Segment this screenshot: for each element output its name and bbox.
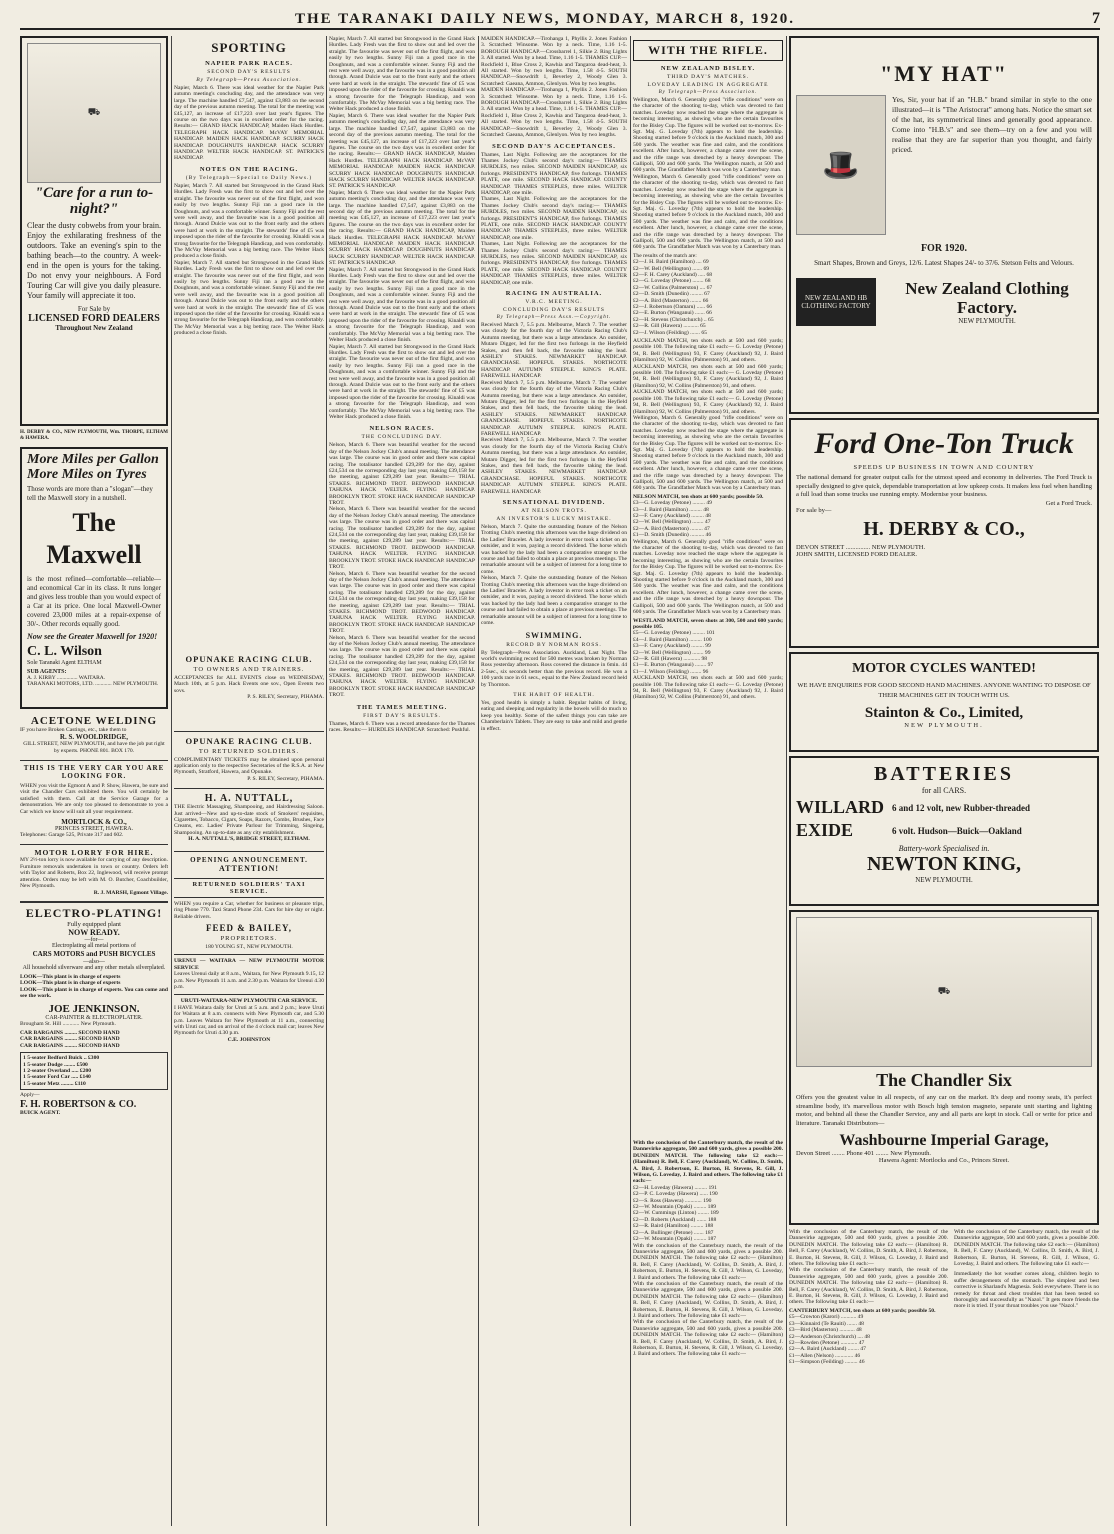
napier-head: NAPIER PARK RACES.: [205, 60, 293, 67]
notes-head: NOTES ON THE RACING.: [199, 165, 299, 173]
uruti-head: URUTI-WAITARA-NEW PLYMOUTH CAR SERVICE.: [174, 994, 324, 1004]
batteries-exide: EXIDE: [796, 820, 854, 840]
very-car-body: WHEN you visit the Egmont A and P. Show, Hawera, be sure and visit the Chandler Cars exhibited there. You will certainly be satisfied with them. Call at the Service Garage for a demonstration. We are only too pleased to demonstrate to you a Car which we know will suit all your requirement.: [20, 783, 168, 815]
ford-sale-label: For Sale by: [77, 305, 111, 313]
swimming-head: SWIMMING.: [525, 630, 583, 640]
vrc-sub2: CONCLUDING DAY'S RESULTS: [503, 307, 605, 314]
masthead-title: THE TARANAKI DAILY NEWS, MONDAY, MARCH 8, 1920.: [294, 11, 796, 27]
acceptances-body: Thames, Last Night. Following are the acceptances for the Thames Jockey Club's second day's racing:— THAMES HURDLES, two miles. SECOND MAIDEN HANDICAP, six furlongs. PRESIDENT'S HANDICAP, five furlongs. THAMES PLATE, one mile. SECOND HACK HANDICAP. COUNTY HANDICAP. THAMES STEEPLES, three miles. WELTER HANDICAP, one mile.: [481, 151, 627, 196]
derby-sub: JOHN SMITH, LICENSED FORD DEALER.: [796, 550, 917, 558]
maxwell-now: Now see the Greater Maxwell for 1920!: [27, 631, 158, 641]
scores-list: [633, 259, 783, 336]
rifle-head: WITH THE RIFLE.: [633, 40, 783, 61]
urenui-head: URENUI — WAITARA — NEW PLYMOUTH MOTOR SERVICE: [174, 954, 324, 971]
batteries-willard: WILLARD: [796, 797, 885, 817]
bisley-sub: THIRD DAY'S MATCHES.: [666, 74, 750, 80]
acetone-head: ACETONE WELDING: [30, 714, 158, 727]
nelson-head: NELSON RACES.: [369, 425, 435, 433]
ford-truck-body: The national demand for greater output calls for the utmost speed and economy in deliveries. The Ford Truck is specially designed to give quick, dependable transportation at low upkeep costs. It makes less fuel when handling a full load than some trucks use running empty. Modernise your business.: [796, 474, 1092, 498]
opening-head: OPENING ANNOUNCEMENT.: [174, 851, 324, 864]
maxwell-line1: More Miles per Gallon: [27, 451, 159, 467]
page-number: 7: [1092, 10, 1100, 27]
rss-head: RETURNED SOLDIERS' TAXI SERVICE.: [174, 878, 324, 898]
apply: Apply—: [20, 1092, 40, 1099]
score-row: • £2—D. Smith (Dunedin) ......... 67: [633, 291, 783, 297]
column-rule: [171, 36, 172, 1526]
car-item: 1 2-seater Overland ..... £200: [23, 1067, 92, 1074]
score-row: • £3—F. Carey (Auckland) ......... 99: [633, 643, 783, 649]
ford-dealers: LICENSED FORD DEALERS: [28, 313, 160, 324]
ford-car-illustration: ⛟: [27, 43, 161, 183]
score-row: • £1—D. Smith (Dunedin) .......... 46: [633, 532, 783, 538]
ford-truck-ad: [789, 418, 1099, 648]
car-item: 1 5-seater Ford Car ..... £140: [23, 1074, 91, 1081]
washbourne-head: Washbourne Imperial Garage,: [839, 1132, 1049, 1149]
joe-name: JOE JENKINSON.: [48, 1002, 140, 1015]
uruti-sig: C.E. JOHNSTON: [227, 1036, 271, 1043]
look-2: LOOK—This plant is in charge of experts: [20, 980, 121, 987]
vrc-sub: V.R.C. MEETING.: [525, 299, 583, 306]
acceptances-body-3: Thames, Last Night. Following are the acceptances for the Thames Jockey Club's second day's racing:— THAMES HURDLES, two miles. SECOND MAIDEN HANDICAP, six furlongs. PRESIDENT'S HANDICAP, five furlongs. THAMES PLATE, one mile. SECOND HACK HANDICAP. COUNTY HANDICAP. THAMES STEEPLES, three miles. WELTER HANDICAP, one mile.: [481, 241, 627, 286]
results-head: The results of the match are:: [633, 252, 697, 259]
newton-name: NEWTON KING,: [866, 853, 1022, 875]
vrc-body-2: Received March 7, 5.5 p.m. Melbourne, March 7. The weather was cloudy for the fourth day of the Victoria Racing Club's Autumn meeting, but there was a large attendance. An outsider, Mutaro Digger, led for the first two furlongs in the Heyfield Stakes, and then fell back, the favourite taking the lead. ASHLEY STAKES. NEWMARKET HANDICAP. GRANDCHASE. HOPEFUL STAKES. NORTHCOTE HANDICAP. AUTUMN STEEPLE. KING'S PLATE. FAREWELL HANDICAP.: [481, 379, 627, 437]
dunedin-scores: [633, 1185, 783, 1243]
opunake2-body: COMPLIMENTARY TICKETS may be obtained upon personal application only to the respective Secretaries of the R.S.A. at New Plymouth, Stratford, Hawera, and Opunake.: [174, 756, 324, 776]
batteries-type: 6 and 12 volt, new Rubber-threaded: [892, 802, 1031, 813]
dividend-sub: AT NELSON TROTS.: [521, 508, 587, 514]
batteries-spec: Battery-work Specialised in.: [898, 844, 990, 853]
batteries-sub: for all CARS.: [921, 786, 967, 795]
score-row: • £2—W. Bell (Wellington) ........ 47: [633, 519, 783, 525]
score-row: • £5—G. Loveday (Petone) ......... 101: [633, 630, 783, 636]
joe-sub: CAR-PAINTER & ELECTROPLATER.: [45, 1014, 143, 1021]
dividend-body: Nelson, March 7. Quite the outstanding feature of the Nelson Trotting Club's meeting this afternoon was the huge dividend on the Ladies' Bracelet. A lady investor in error took a ticket on an outsider, and it won, paying a record dividend. The horse which was backed by the lady had been a comparative stranger to the course and had failed to obtain a place at previous meetings. The remarkable amount will be a subject of interest for a long time to come.: [481, 524, 627, 575]
dunedin-head: With the conclusion of the Canterbury match, the result of the Dannevirke aggregate, 500 and 600 yards, gives a possible 200. DUNEDIN MATCH. The following take £2 each:— (Hamilton) R. Bell, F. Carey (Auckland), W. Collins, D. Smith, A. Bird, J. Robertson, E. Burton, H. Stevens, R. Gill, J. Wilson, G. Loveday, J. Baird and others. The following take £1 each:—: [633, 1140, 783, 1185]
dividend-sub2: AN INVESTOR'S LUCKY MISTAKE.: [496, 516, 612, 522]
moto-body: WE HAVE ENQUIRIES FOR GOOD SECOND HAND MACHINES. ANYONE WANTING TO DISPOSE OF THEIR MACHINES GET IN TOUCH WITH US.: [797, 682, 1091, 699]
nuttall-addr: H. A. NUTTALL'S, BRIDGE STREET, ELTHAM.: [188, 836, 310, 843]
notes-by: (By Telegraph—Special to Daily News.): [185, 174, 313, 181]
column-3b: [329, 36, 475, 1526]
thames-head: THE TAMES MEETING.: [356, 703, 448, 711]
score-row: • £2—F. H. Carey (Auckland) ..... 68: [633, 272, 783, 278]
robertson-sub: BUICK AGENT.: [20, 1109, 61, 1116]
acetone-body: IF you have Broken Castings, etc., take them to: [20, 726, 127, 733]
hat-illustration: 🎩: [796, 95, 886, 235]
napier-body-2: Napier, March 6. There was ideal weather for the Napier Park autumn meeting's concluding day, and the attendance was very large. The machine handled £7,547, against £3,883 on the second day of the previous autumn meeting. The total for the meeting was £45,127, an increase of £17,223 over last year's figures. The course on the two days was in excellent order for the racing. Results:— GRAND HACK HANDICAP, Maiden Hack Hurdles. TELEGRAPH HACK HANDICAP. McVAY MEMORIAL HANDICAP. MAIDEN HACK HANDICAP. SCURRY HACK HANDICAP. DOUGHNUTS HANDICAP. HACK SCURRY HANDICAP. WELTER HACK HANDICAP. ST. PATRICK'S HANDICAP.: [329, 112, 475, 190]
mortlock-addr: PRINCES STREET, HAWERA.: [54, 826, 134, 833]
vrc-by: By Telegraph—Press Assn.—Copyright.: [496, 315, 612, 321]
nuttall-head: H. A. NUTTALL,: [174, 788, 324, 804]
score-row: • £2—D. Roberts (Auckland) ....... 188: [633, 1217, 783, 1223]
opunake1-sig: P. S. RILEY, Secretary, PIHAMA.: [247, 694, 324, 701]
column-2: [174, 650, 324, 1526]
opunake1-sub: TO OWNERS AND TRAINERS.: [193, 666, 305, 673]
maxwell-line2: More Miles on Tyres: [27, 466, 147, 482]
col4-body1: MAIDEN HANDICAP.—Tirohanga 1, Phyllis 2. Jones Fashion 3. Scratched: Winsome. Won by a neck. Time, 1.16 1-5. BOROUGH HANDICAP.—Crossbarrel 1, Silkie 2. Ring Lights 3. All started. Won by a head. Time, 1.16 1-5. THAMES CUP.—Rockfield 1, Blue Cross 2, Kawhia and Tangaroa dead-heat, 3. All started. Won by two lengths. Time, 1.58 4-5. SOUTH HANDICAP.—Snowdrift 1, Beverley 2, Woody Glen 3. Scratched: Gaeana, Ammon, Glenlyon. Won by two lengths.: [481, 36, 627, 87]
score-row: • £2—W. Mountain (Opaki) ......... 189: [633, 1204, 783, 1210]
opunake1-head: OPUNAKE RACING CLUB.: [185, 654, 313, 664]
score-row: • £2—S. Ross (Hawera) ............ 190: [633, 1198, 783, 1204]
nelson-sub: THE CONCLUDING DAY.: [361, 434, 443, 441]
my-hat-ad: [789, 36, 1099, 414]
nelson-body-4: Nelson, March 6. There was beautiful weather for the second day of the Nelson Jockey Club's annual meeting. The attendance was large. The course was in good order and there was capital racing. The totalisator handled £29,289 for the day, against £24,534 on the corresponding day last year, making £39,158 for the meeting, against £29,289 last year. Results:— TRIAL STAKES. RICHMOND TROT. BEDWOOD HANDICAP. TAHUNA HACK WELTER. FLYING HANDICAP. BROOKLYN TROT. STOKE HACK HANDICAP. HANDICAP TROT.: [329, 634, 475, 699]
vrc-body-3: Received March 7, 5.5 p.m. Melbourne, March 7. The weather was cloudy for the fourth day of the Victoria Racing Club's Autumn meeting, but there was a large attendance. An outsider, Mutaro Digger, led for the first two furlongs in the Heyfield Stakes, and then fell back, the favourite taking the lead. ASHLEY STAKES. NEWMARKET HANDICAP. GRANDCHASE. HOPEFUL STAKES. NORTHCOTE HANDICAP. AUTUMN STEEPLE. KING'S PLATE. FAREWELL HANDICAP.: [481, 437, 627, 495]
column-1: [20, 36, 168, 1526]
score-row: • £2—R. Baird (Hamilton) ......... 188: [633, 1223, 783, 1229]
bottom-right-area: [789, 1229, 1099, 1429]
ford-body: Clear the dusty cobwebs from your brain. Enjoy the exhilarating freshness of the outdoors. Take an evening's spin to the bathing beach—to the country. A week-end in the open is yours for the taking. Do not envy your neighbours. A Ford Touring Car will give you daily pleasure. Your family will appreciate it too.: [27, 221, 161, 300]
ford-truck-head: Ford One-Ton Truck: [814, 427, 1074, 460]
electro-l2: NOW READY.: [68, 927, 120, 937]
napier-byline: By Telegraph—Press Association.: [196, 77, 302, 83]
ford-headline: "Care for a run to-night?": [34, 185, 154, 217]
canterbury-col: [789, 1229, 948, 1429]
column-7: [789, 36, 1099, 1526]
score-row: • £1—J. Wilson (Feilding) ........ 96: [633, 669, 783, 675]
notes-body-4: Napier, March 7. All started but Strongwood in the Grand Hack Hurdles. Lady Fresh was the first to show out and led over the straight. The favourite was never out of the first flight, and won easily by two lengths. Sunny Fiji ran a good race in the Doughnuts, and was a comfortable winner. Sunny Fiji and the rest were well away, and the favourite was in a good position all through. Arand Dulcie was out to the front early and the others were hard at work in the straight. The stewards' fine of £5 was imposed upon the rider of the favourite for crossing. Kinaldi was a strong favourite for the Telegraph Handicap, and won comfortably. The McVay Memorial was a big betting race. The Welter Hack produced a close finish.: [329, 266, 475, 344]
nelson-body-2: Nelson, March 6. There was beautiful weather for the second day of the Nelson Jockey Club's annual meeting. The attendance was large. The course was in good order and there was capital racing. The totalisator handled £29,289 for the day, against £24,534 on the corresponding day last year, making £39,158 for the meeting, against £29,289 last year. Results:— TRIAL STAKES. RICHMOND TROT. BEDWOOD HANDICAP. TAHUNA HACK WELTER. FLYING HANDICAP. BROOKLYN TROT. STOKE HACK HANDICAP. HANDICAP TROT.: [329, 506, 475, 571]
notes-body-3: Napier, March 7. All started but Strongwood in the Grand Hack Hurdles. Lady Fresh was the first to show out and led over the straight. The favourite was never out of the first flight, and won easily by two lengths. Sunny Fiji ran a good race in the Doughnuts, and was a comfortable winner. Sunny Fiji and the rest were well away, and the favourite was in a good position all through. Arand Dulcie was out to the front early and the others were hard at work in the straight. The stewards' fine of £5 was imposed upon the rider of the favourite for crossing. Kinaldi was a strong favourite for the Telegraph Handicap, and won comfortably. The McVay Memorial was a big betting race. The Welter Hack produced a close finish.: [329, 36, 475, 113]
opening-attention: ATTENTION!: [218, 863, 280, 873]
maxwell-tm: TARANAKI MOTORS, LTD. ............ NEW PLYMOUTH.: [27, 680, 159, 687]
score-row: • £4—J. Baird (Hamilton) ......... 100: [633, 637, 783, 643]
robertson-name: F. H. ROBERTSON & CO.: [20, 1098, 137, 1110]
score-row: • £2—J. H. Baird (Hamilton) .... 69: [633, 259, 783, 265]
score-row: • £2—W. Bell (Wellington) ....... 69: [633, 266, 783, 272]
nz-clothing-head: New Zealand Clothing Factory.: [905, 279, 1069, 317]
score-row: • £2—G. Loveday (Petone) ........ 68: [633, 278, 783, 284]
bisley-body-4: Wellington, March 6. Generally good "rifle conditions" were on the character of the shooting to-day, which was devoted to fast matches. Loveday now reached the stage where the aggregate is becoming interesting, as showing who are the certain favourites for the Bisley Cup. The figures will be worked out to-morrow. Ex-Sgt. Maj. G. Loveday (7th) appears to hold the leadership. Shooting started before 9 o'clock in the Auckland match, 300 and 500 yards. The weather was fine and calm, and the conditions excellent. After lunch, however, a change came over the scene, and the rifle range was drenched by a heavy downpour. The Gallipoli, 500 and 600 yards. The Wellington match, at 500 and 600 yards. The Grandfather Match was won by a Canterbury man.: [633, 538, 783, 616]
westland-scores: [633, 630, 783, 675]
very-car-head: THIS IS THE VERY CAR YOU ARE LOOKING FOR.: [20, 760, 168, 780]
column-rule: [630, 36, 631, 1526]
westland-head: WESTLAND MATCH, seven shots at 300, 500 and 600 yards; possible 105.: [633, 617, 783, 630]
score-row: • £2—A. Bird (Masterton) ......... 47: [633, 526, 783, 532]
notes-body-2: Napier, March 7. All started but Strongwood in the Grand Hack Hurdles. Lady Fresh was the first to show out and led over the straight. The favourite was never out of the first flight, and won easily by two lengths. Sunny Fiji ran a good race in the Doughnuts, and was a comfortable winner. Sunny Fiji and the rest were well away, and the favourite was in a good position all through. Arand Dulcie was out to the front early and the others were hard at work in the straight. The stewards' fine of £5 was imposed upon the rider of the favourite for crossing. Kinaldi was a strong favourite for the Telegraph Handicap, and won comfortably. The McVay Memorial was a big betting race. The Welter Hack produced a close finish.: [174, 259, 324, 337]
opunake2-sub: TO RETURNED SOLDIERS.: [198, 747, 300, 755]
thames-body: Thames, March 6. There was a record attendance for the Thames races. Results:— HURDLES HANDICAP. Scratched: Pushful.: [329, 720, 475, 734]
auckland-body-4: AUCKLAND MATCH, ten shots each at 500 and 600 yards; possible 100. The following take £1 each:— G. Loveday (Petone) 94, R. Bell (Wellington) 93, F. Carey (Auckland) 92, J. Baird (Hamilton) 92, W. Collins (Palmerston) 91, and others.: [633, 675, 783, 701]
bisley-sub2: LOVEDAY LEADING IN AGGREGATE: [647, 82, 769, 88]
nelson-body-3: Nelson, March 6. There was beautiful weather for the second day of the Nelson Jockey Club's annual meeting. The attendance was large. The course was in good order and there was capital racing. The totalisator handled £29,289 for the day, against £24,534 on the corresponding day last year, making £39,158 for the meeting, against £29,289 last year. Results:— TRIAL STAKES. RICHMOND TROT. BEDWOOD HANDICAP. TAHUNA HACK WELTER. FLYING HANDICAP. BROOKLYN TROT. STOKE HACK HANDICAP. HANDICAP TROT.: [329, 570, 475, 635]
maxwell-kirby: A. J. KIRBY ............... WAITARA.: [27, 674, 106, 681]
score-row: • £2—R. Gill (Hawera) ........... 65: [633, 323, 783, 329]
notes-body-5: Napier, March 7. All started but Strongwood in the Grand Hack Hurdles. Lady Fresh was the first to show out and led over the straight. The favourite was never out of the first flight, and won easily by two lengths. Sunny Fiji ran a good race in the Doughnuts, and was a comfortable winner. Sunny Fiji and the rest were well away, and the favourite was in a good position all through. Arand Dulcie was out to the front early and the others were hard at work in the straight. The stewards' fine of £5 was imposed upon the rider of the favourite for crossing. Kinaldi was a strong favourite for the Telegraph Handicap, and won comfortably. The McVay Memorial was a big betting race. The Welter Hack produced a close finish.: [329, 343, 475, 420]
score-row: • £3—Kinnaird (Te Rauiti) ....... 48: [789, 1321, 948, 1327]
score-row: • £2—W. Cummings (Linton) ........ 189: [633, 1210, 783, 1216]
dunedin-body-3: With the conclusion of the Canterbury match, the result of the Dannevirke aggregate, 500 and 600 yards, gives a possible 200. DUNEDIN MATCH. The following take £2 each:— (Hamilton) R. Bell, F. Carey (Auckland), W. Collins, D. Smith, A. Bird, J. Robertson, E. Burton, H. Stevens, R. Gill, J. Wilson, G. Loveday, J. Baird and others. The following take £1 each:—: [954, 1229, 1099, 1268]
lorry-sig: R. J. MARSH, Egmont Village.: [93, 889, 168, 896]
derby-name: H. DERBY & CO.,: [863, 517, 1025, 540]
feed-sub: PROPRIETORS.: [220, 934, 278, 942]
score-row: • £2—Rowden (Petone) ............ 47: [789, 1340, 948, 1346]
acetone-addr: GILL STREET, NEW PLYMOUTH, and have the job put right by experts. PHONE 801. BOX 170.: [23, 741, 165, 754]
bargain-1: CAR BARGAINS ......... SECOND HAND: [20, 1029, 120, 1036]
score-row: • £2—W. Bell (Wellington) ........ 99: [633, 650, 783, 656]
hat-shapes: Smart Shapes, Brown and Greys, 12/6. Latest Shapes 24/- to 37/6. Stetson Felts and Velours.: [814, 259, 1074, 267]
ford-agents: H. DERBY & CO., NEW PLYMOUTH, Wm. THORPE, ELTHAM & HAWERA.: [20, 430, 168, 442]
cars-list: [20, 1052, 168, 1090]
nelson-scores: [633, 500, 783, 538]
score-row: • £2—E. Burton (Wanganui) ....... 66: [633, 310, 783, 316]
washbourne-agents: Hawera Agent: Mortlocks and Co., Princes Street.: [878, 1157, 1010, 1164]
look-1: LOOK—This plant is in charge of experts: [20, 973, 121, 980]
hat-for: FOR 1920.: [920, 243, 968, 254]
score-row: • £2—A. Bird (Masterton) ........ 66: [633, 298, 783, 304]
electro-l4: Electroplating all metal portions of: [52, 942, 136, 949]
acceptances-head: SECOND DAY'S ACCEPTANCES.: [492, 142, 616, 150]
napier-body: Napier, March 6. There was ideal weather for the Napier Park autumn meeting's concluding day, and the attendance was very large. The machine handled £7,547, against £3,883 on the second day of the previous autumn meeting. The total for the meeting was £45,127, an increase of £17,223 over last year's figures. The course on the two days was in excellent order for the racing. Results:— GRAND HACK HANDICAP, Maiden Hack Hurdles. TELEGRAPH HACK HANDICAP. McVAY MEMORIAL HANDICAP. MAIDEN HACK HANDICAP. SCURRY HACK HANDICAP. DOUGHNUTS HANDICAP. HACK SCURRY HANDICAP. WELTER HACK HANDICAP. ST. PATRICK'S HANDICAP.: [174, 85, 324, 162]
maxwell-eltham: Sole Taranaki Agent ELTHAM: [27, 659, 102, 666]
bisley-body: Wellington, March 6. Generally good "rifle conditions" were on the character of the shooting to-day, which was devoted to fast matches. Loveday now reached the stage where the aggregate is becoming interesting, as showing who are the certain favourites for the Bisley Cup. The figures will be worked out to-morrow. Ex-Sgt. Maj. G. Loveday (7th) appears to hold the leadership. Shooting started before 9 o'clock in the Auckland match, 300 and 500 yards. The weather was fine and calm, and the conditions excellent. After lunch, however, a change came over the scene, and the rifle range was drenched by a heavy downpour. The Gallipoli, 500 and 600 yards. The Wellington match, at 500 and 600 yards. The Grandfather Match was won by a Canterbury man.: [633, 97, 783, 174]
feed-name: FEED & BAILEY,: [206, 922, 292, 933]
maxwell-ad: [20, 447, 168, 709]
car-item: 1 5-seater Dodge ........ £500: [23, 1061, 88, 1068]
chandler-head: The Chandler Six: [876, 1070, 1012, 1090]
score-row: • £2—F. Carey (Auckland) ......... 48: [633, 513, 783, 519]
batteries-volt: 6 volt. Hudson—Buick—Oakland: [892, 825, 1022, 836]
look-3: LOOK—This plant is in charge of experts. You can come and see the work.: [20, 986, 168, 1000]
maxwell-title: The Maxwell: [46, 507, 142, 569]
score-row: • £2—R. Gill (Hawera) ............ 98: [633, 656, 783, 662]
derby-addr: DEVON STREET ............... NEW PLYMOUTH.: [796, 543, 926, 551]
electro-l6: —also—: [83, 958, 105, 965]
score-row: • £2—J. Wilson (Feilding) ....... 65: [633, 330, 783, 336]
motorcycles-ad: [789, 652, 1099, 752]
auckland-body-3: AUCKLAND MATCH, ten shots each at 500 and 600 yards; possible 100. The following take £1 each:— G. Loveday (Petone) 94, R. Bell (Wellington) 93, F. Carey (Auckland) 92, J. Baird (Hamilton) 92, W. Collins (Palmerston) 91, and others.: [633, 389, 783, 415]
ford-truck-tag: SPEEDS UP BUSINESS IN TOWN AND COUNTRY: [853, 464, 1035, 471]
car-item: 1 5-seater Bedford Buick .. £300: [23, 1055, 100, 1062]
column-3: [174, 36, 324, 646]
bisley-body-2: Wellington, March 6. Generally good "rifle conditions" were on the character of the shooting to-day, which was devoted to fast matches. Loveday now reached the stage where the aggregate is becoming interesting, as showing who are the certain favourites for the Bisley Cup. The figures will be worked out to-morrow. Ex-Sgt. Maj. G. Loveday (7th) appears to hold the leadership. Shooting started before 9 o'clock in the Auckland match, 300 and 500 yards. The weather was fine and calm, and the conditions excellent. After lunch, however, a change came over the scene, and the rifle range was drenched by a heavy downpour. The Gallipoli, 500 and 600 yards. The Wellington match, at 500 and 600 yards. The Grandfather Match was won by a Canterbury man.: [633, 173, 783, 251]
column-6: [633, 1140, 783, 1526]
thames-sub: FIRST DAY'S RESULTS.: [363, 712, 441, 719]
washbourne-addr: Devon Street ........ Phone 401 ........ New Plymouth.: [796, 1150, 932, 1157]
acceptances-body-2: Thames, Last Night. Following are the acceptances for the Thames Jockey Club's second day's racing:— THAMES HURDLES, two miles. SECOND MAIDEN HANDICAP, six furlongs. PRESIDENT'S HANDICAP, five furlongs. THAMES PLATE, one mile. SECOND HACK HANDICAP. COUNTY HANDICAP. THAMES STEEPLES, three miles. WELTER HANDICAP, one mile.: [481, 196, 627, 241]
napier-sub: SECOND DAY'S RESULTS: [207, 69, 291, 75]
bargain-3: CAR BARGAINS ......... SECOND HAND: [20, 1042, 120, 1049]
lorry-head: MOTOR LORRY FOR HIRE.: [20, 844, 168, 857]
score-row: • £3—G. Loveday (Petone) ......... 49: [633, 500, 783, 506]
score-row: • £1—Allen (Nelson) ............. 46: [789, 1353, 948, 1359]
bargain-2: CAR BARGAINS ......... SECOND HAND: [20, 1036, 120, 1043]
maxwell-intro: Those words are more than a "slogan"—they tell the Maxwell story in a nutshell.: [27, 484, 153, 502]
bisley-head: NEW ZEALAND BISLEY.: [660, 65, 756, 72]
score-row: • £5—Crowton (Karori) ........... 49: [789, 1314, 948, 1320]
swimming-sub: RECORD BY NORMAN ROSS.: [506, 641, 602, 648]
electro-head: ELECTRO-PLATING!: [20, 901, 168, 921]
dividend-head: SENSATIONAL DIVIDEND.: [502, 499, 606, 506]
moto-head: MOTOR CYCLES WANTED!: [852, 661, 1036, 676]
car-item: 1 5-seater Metz ......... £110: [23, 1080, 86, 1087]
score-row: • £2—A. Baird (Auckland) ........ 47: [789, 1346, 948, 1352]
dunedin-body-2: With the conclusion of the Canterbury match, the result of the Dannevirke aggregate, 500 and 600 yards, gives a possible 200. DUNEDIN MATCH. The following take £2 each:— (Hamilton) R. Bell, F. Carey (Auckland), W. Collins, D. Smith, A. Bird, J. Robertson, E. Burton, H. Stevens, R. Gill, J. Wilson, G. Loveday, J. Baird and others. The following take £1 each:—: [789, 1267, 948, 1306]
score-row: • £3—Bird (Masterton) ........... 48: [789, 1327, 948, 1333]
dunedin-body: With the conclusion of the Canterbury match, the result of the Dannevirke aggregate, 500 and 600 yards, gives a possible 200. DUNEDIN MATCH. The following take £2 each:— (Hamilton) R. Bell, F. Carey (Auckland), W. Collins, D. Smith, A. Bird, J. Robertson, E. Burton, H. Stevens, R. Gill, J. Wilson, G. Loveday, J. Baird and others. The following take £1 each:—: [789, 1229, 948, 1268]
mortlock-name: MORTLOCK & CO.,: [61, 818, 127, 827]
urenui-body: Leaves Urenui daily at 8 a.m., Waitara, for New Plymouth 9.15, 12 p.m. New Plymouth 11 a.m. and 2.30 p.m. Waitara for Urenui 4.30 p.m.: [174, 971, 324, 990]
score-row: • £2—P. C. Loveday (Hawera) ...... 190: [633, 1191, 783, 1197]
score-row: • £1—Simpson (Feilding) ......... 46: [789, 1359, 948, 1365]
electro-l7: All household silverware and any other metals silverplated.: [22, 964, 166, 971]
opunake2-sig: P. S. RILEY, Secretary, PIHAMA.: [247, 775, 324, 782]
uruti-body: I HAVE Waitara daily for Uruti at 5 a.m. and 2 p.m.; leave Uruti for Waitara at 8 a.m. connects with New Plymouth car, and 5.30 p.m. Leaves Waitara for New Plymouth at 11 a.m., connecting with Uruti car, and on arrival of the 4 o'clock mail car; leaves New Plymouth for Uruti 4.30 p.m.: [174, 1004, 324, 1037]
vrc-head: RACING IN AUSTRALIA.: [505, 290, 603, 298]
dunedin-body-6: With the conclusion of the Canterbury match, the result of the Dannevirke aggregate, 500 and 600 yards, gives a possible 200. DUNEDIN MATCH. The following take £2 each:— (Hamilton) R. Bell, F. Carey (Auckland), W. Collins, D. Smith, A. Bird, J. Robertson, E. Burton, H. Stevens, R. Gill, J. Wilson, G. Loveday, J. Baird and others. The following take £1 each:—: [633, 1319, 783, 1358]
nz-clothing-town: NEW PLYMOUTH.: [958, 317, 1016, 325]
dunedin-body-5: With the conclusion of the Canterbury match, the result of the Dannevirke aggregate, 500 and 600 yards, gives a possible 200. DUNEDIN MATCH. The following take £2 each:— (Hamilton) R. Bell, F. Carey (Auckland), W. Collins, D. Smith, A. Bird, J. Robertson, E. Burton, H. Stevens, R. Gill, J. Wilson, G. Loveday, J. Baird and others. The following take £1 each:—: [633, 1280, 783, 1319]
hat-body: Yes, Sir, your hat if an "H.B." brand similar in style to the one illustrated—it is "The Aristocrat" among hats. Notice the smart set of the hat, its symmetrical lines and generally good appearance. Come into "H.B.'s" and see them—try on a few and you will realise that they are far superior than you thought, and fairly priced.: [892, 95, 1092, 154]
score-row: • £3—J. Baird (Hamilton) ......... 48: [633, 507, 783, 513]
chandler-car-illustration: ⛟: [796, 917, 1092, 1067]
habit-head: THE HABIT OF HEALTH.: [513, 691, 595, 698]
bisley-by: By Telegraph—Press Association.: [658, 90, 758, 95]
electro-l1: Fully equipped plant: [67, 920, 121, 928]
newton-town: NEW PLYMOUTH.: [915, 876, 973, 884]
chandler-body: Offers you the greatest value in all respects, of any car on the market. It's deep and roomy seats, it's perfect streamline body, it's marvellous motor with Bosch high tension magneto, separate unit starting and lighting motor, and behind all these the Chandler Service, any and all parts are kept in stock. Call or write for price and literature. Taranaki Distributors—: [796, 1094, 1092, 1127]
column-rule: [326, 36, 327, 1526]
column-rule: [478, 36, 479, 1526]
napier-body-3: Napier, March 6. There was ideal weather for the Napier Park autumn meeting's concluding day, and the attendance was very large. The machine handled £7,547, against £3,883 on the second day of the previous autumn meeting. The total for the meeting was £45,127, an increase of £17,223 over last year's figures. The course on the two days was in excellent order for the racing. Results:— GRAND HACK HANDICAP, Maiden Hack Hurdles. TELEGRAPH HACK HANDICAP. McVAY MEMORIAL HANDICAP. MAIDEN HACK HANDICAP. SCURRY HACK HANDICAP. DOUGHNUTS HANDICAP. HACK SCURRY HANDICAP. WELTER HACK HANDICAP. ST. PATRICK'S HANDICAP.: [329, 189, 475, 267]
ford-truck-get: Get a Ford Truck.: [1045, 499, 1092, 507]
opunake1-body: ACCEPTANCES for ALL EVENTS close on WEDNESDAY, March 10th, at 5 p.m. Hack Events one sov., Open Events two sovs.: [174, 675, 324, 694]
score-row: • £2—Anderson (Christchurch) .... 48: [789, 1334, 948, 1340]
stainton-town: NEW PLYMOUTH.: [904, 722, 984, 729]
electro-l5: CARS MOTORS and PUSH BICYCLES: [32, 949, 156, 958]
auckland-body-2: AUCKLAND MATCH, ten shots each at 500 and 600 yards; possible 100. The following take £1 each:— G. Loveday (Petone) 94, R. Bell (Wellington) 93, F. Carey (Auckland) 92, J. Baird (Hamilton) 92, W. Collins (Palmerston) 91, and others.: [633, 363, 783, 389]
stainton-name: Stainton & Co., Limited,: [864, 705, 1024, 721]
vrc-body: Received March 7, 5.5 p.m. Melbourne, March 7. The weather was cloudy for the fourth day of the Victoria Racing Club's Autumn meeting, but there was a large attendance. An outsider, Mutaro Digger, led for the first two furlongs in the Heyfield Stakes, and then fell back, the favourite taking the lead. ASHLEY STAKES. NEWMARKET HANDICAP. GRANDCHASE. HOPEFUL STAKES. NORTHCOTE HANDICAP. AUTUMN STEEPLE. KING'S PLATE. FAREWELL HANDICAP.: [481, 322, 627, 380]
batteries-head: BATTERIES: [873, 763, 1014, 785]
bisley-body-3: Wellington, March 6. Generally good "rifle conditions" were on the character of the shooting to-day, which was devoted to fast matches. Loveday now reached the stage where the aggregate is becoming interesting, as showing who are the certain favourites for the Bisley Cup. The figures will be worked out to-morrow. Ex-Sgt. Maj. G. Loveday (7th) appears to hold the leadership. Shooting started before 9 o'clock in the Auckland match, 300 and 500 yards. The weather was fine and calm, and the conditions excellent. After lunch, however, a change came over the scene, and the rifle range was drenched by a heavy downpour. The Gallipoli, 500 and 600 yards. The Wellington match, at 500 and 600 yards. The Grandfather Match was won by a Canterbury man.: [633, 414, 783, 492]
column-4: [481, 36, 627, 1526]
score-row: • £2—J. Robertson (Oamaru) ...... 66: [633, 304, 783, 310]
rss-body: WHEN you require a Car, whether for business or pleasure trips, ring Phone 770. Taxi Stand Phone 234. Cars for hire day or night. Reliable drivers.: [174, 900, 324, 920]
ford-truck-sale: For sale by—: [796, 506, 832, 514]
magnesia-body: Immediately the hot weather comes along, children begin to suffer derangements of the stomach. The simplest and best corrective is Sharland's Magnesia. Sold everywhere. There is no remedy for throat and chest troubles that has been tested so thoroughly and successfully as "Nazol." It gets more friends the more it is tried. If your throat troubles you use "Nazol.": [954, 1271, 1099, 1310]
sporting-head: SPORTING: [211, 40, 287, 55]
hb-logo: NEW ZEALAND HB CLOTHING FACTORY: [796, 278, 876, 326]
score-row: • £2—H. Stevens (Christchurch) .. 65: [633, 317, 783, 323]
canterbury-head: CANTERBURY MATCH, ten shots at 600 yards; possible 50.: [789, 1307, 936, 1314]
maxwell-wilson: C. L. Wilson: [27, 643, 102, 659]
lorry-body: MY 2½-ton lorry is now available for carrying of any description. Furniture removals undertaken in town or country. Orders left with Taylor and Roberts, Box 22, Inglewood, will receive prompt attention. Orders may be left with M. O. Butcher, Coachbuilder, New Plymouth.: [20, 857, 168, 890]
score-row: • £2—W. Mountain (Opaki) ......... 187: [633, 1236, 783, 1242]
score-row: • £2—W. Collins (Palmerston) .... 67: [633, 285, 783, 291]
joe-addr: Brougham St. Hill ............ New Plymouth.: [20, 1020, 116, 1027]
acetone-name: R. S. WOOLDRIDGE,: [59, 733, 129, 742]
ford-nz: Throughout New Zealand: [55, 324, 133, 332]
chandler-ad: [789, 910, 1099, 1225]
auckland-body: AUCKLAND MATCH, ten shots each at 500 and 600 yards; possible 100. The following take £1 each:— G. Loveday (Petone) 94, R. Bell (Wellington) 93, F. Carey (Auckland) 92, J. Baird (Hamilton) 92, W. Collins (Palmerston) 91, and others.: [633, 338, 783, 364]
habit-body: Yes, good health is simply a habit. Regular habits of living, eating and sleeping and regularity in the bowels will do much to keep you healthy. Some of the safest things you can take are Chamberlain's Tablets. They are easy to take and mild and gentle in effect.: [481, 699, 627, 732]
nuttall-body: THE Electric Massaging, Shampooing, and Hairdressing Saloon. Just arrived—New and up-to-date stock of Smokers' requisites, Cigarettes, Tobacco, Cigars, Soaps, Razors, Combs, Brushes, Face Creams, etc. Ladies' Private Parlour for Trimming, Singeing, Shampooing. An up-to-date as any city establishment.: [174, 804, 324, 836]
score-row: • £2—H. Loveday (Hawera) ......... 191: [633, 1185, 783, 1191]
maxwell-body: is the most refined—comfortable—reliable—and economical Car in its class. It runs longer and gives less trouble than you would expect of a Car at its price. One local Maxwell-Owner covered 23,000 miles at a repair-expense of 30/-. Other records equally good.: [27, 574, 161, 628]
canterbury-scores: [789, 1314, 948, 1365]
swimming-body: By Telegraph—Press Association. Auckland, Last Night. The world's swimming record for 500 metres was broken by Norman Ross yesterday afternoon. Ross covered the distance in 6min. 44 2-5sec., six seconds better than the previous record. He won a 100 yards race in 61 secs., equal to the New Zealand record held by Thornton.: [481, 649, 627, 688]
score-row: • £1—E. Burton (Wanganui) ........ 97: [633, 662, 783, 668]
magnesia-col: [954, 1229, 1099, 1429]
batteries-ad: [789, 756, 1099, 906]
ford-touring-ad: [20, 36, 168, 426]
nelson-match-head: NELSON MATCH, ten shots at 600 yards; possible 50.: [633, 493, 764, 500]
feed-addr: 180 YOUNG ST., NEW PLYMOUTH.: [205, 943, 293, 950]
nelson-body: Nelson, March 6. There was beautiful weather for the second day of the Nelson Jockey Club's annual meeting. The attendance was large. The course was in good order and there was capital racing. The totalisator handled £29,289 for the day, against £24,534 on the corresponding day last year, making £39,158 for the meeting, against £29,289 last year. Results:— TRIAL STAKES. RICHMOND TROT. BEDWOOD HANDICAP. TAHUNA HACK WELTER. FLYING HANDICAP. BROOKLYN TROT. STOKE HACK HANDICAP. HANDICAP TROT.: [329, 442, 475, 507]
opunake2-head: OPUNAKE RACING CLUB.: [174, 731, 324, 746]
dunedin-body-4: With the conclusion of the Canterbury match, the result of the Dannevirke aggregate, 500 and 600 yards, gives a possible 200. DUNEDIN MATCH. The following take £2 each:— (Hamilton) R. Bell, F. Carey (Auckland), W. Collins, D. Smith, A. Bird, J. Robertson, E. Burton, H. Stevens, R. Gill, J. Wilson, G. Loveday, J. Baird and others. The following take £1 each:—: [633, 1242, 783, 1281]
hat-head: "MY HAT": [880, 61, 1008, 86]
mortlock-phone: Telephones: Garage 525, Private 317 and 602.: [20, 832, 124, 839]
masthead: [20, 8, 1100, 30]
electro-l3: —for—: [84, 936, 104, 943]
score-row: • £2—A. Bullinger (Petone) ....... 187: [633, 1230, 783, 1236]
dividend-body-2: Nelson, March 7. Quite the outstanding feature of the Nelson Trotting Club's meeting this afternoon was the huge dividend on the Ladies' Bracelet. A lady investor in error took a ticket on an outsider, and it won, paying a record dividend. The horse which was backed by the lady had been a comparative stranger to the course and had failed to obtain a place at previous meetings. The remarkable amount will be a subject of interest for a long time to come.: [481, 575, 627, 627]
notes-body: Napier, March 7. All started but Strongwood in the Grand Hack Hurdles. Lady Fresh was the first to show out and led over the straight. The favourite was never out of the first flight, and won easily by two lengths. Sunny Fiji ran a good race in the Doughnuts, and was a comfortable winner. Sunny Fiji and the rest were well away, and the favourite was in a good position all through. Arand Dulcie was out to the front early and the others were hard at work in the straight. The stewards' fine of £5 was imposed upon the rider of the favourite for crossing. Kinaldi was a strong favourite for the Telegraph Handicap, and won comfortably. The McVay Memorial was a big betting race. The Welter Hack produced a close finish.: [174, 182, 324, 260]
col4-body1b: MAIDEN HANDICAP.—Tirohanga 1, Phyllis 2. Jones Fashion 3. Scratched: Winsome. Won by a neck. Time, 1.16 1-5. BOROUGH HANDICAP.—Crossbarrel 1, Silkie 2. Ring Lights 3. All started. Won by a head. Time, 1.16 1-5. THAMES CUP.—Rockfield 1, Blue Cross 2, Kawhia and Tangaroa dead-heat, 3. All started. Won by two lengths. Time, 1.58 4-5. SOUTH HANDICAP.—Snowdrift 1, Beverley 2, Woody Glen 3. Scratched: Gaeana, Ammon, Glenlyon. Won by two lengths.: [481, 87, 627, 139]
maxwell-sub-agents: SUB AGENTS:: [27, 668, 67, 675]
column-rule: [786, 36, 787, 1526]
